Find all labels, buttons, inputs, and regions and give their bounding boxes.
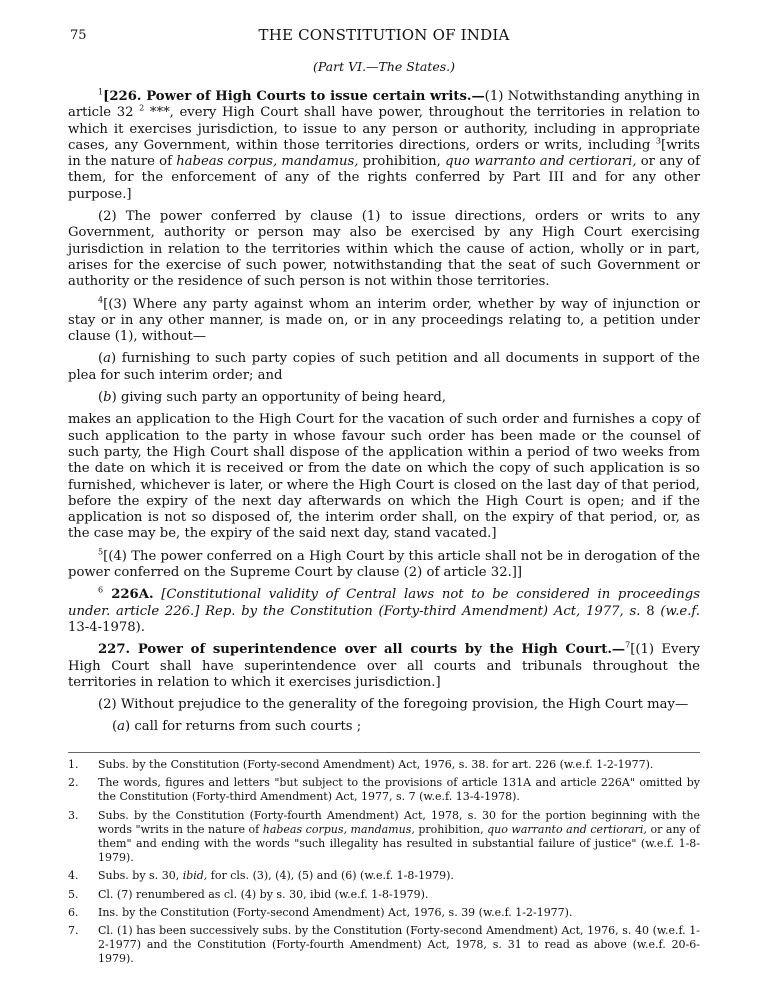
text: Subs. by s. 30, bbox=[98, 869, 183, 883]
text: 8 bbox=[646, 603, 661, 619]
text: [(4) The power conferred on a High Court by this article shall not be in derogation of the power conferred on the Supreme Court by clause (2) of article 32.]] bbox=[68, 548, 700, 581]
text: ***, every High Court shall have power, throughout the territories in relation to which it exercises jurisdiction, to issue to any person or authority, including in appropriate cases, any Government, within those territories directions, orders or writs, including bbox=[68, 105, 700, 153]
article-227-clause-2a: (a) call for returns from such courts ; bbox=[112, 719, 362, 735]
text: Subs. by the Constitution (Forty-fourth Amendment) Act, 1978, s. 30 for the portion beginning with the words "writs in the nature of bbox=[98, 808, 700, 836]
article-227-clause-1 bbox=[68, 642, 700, 691]
item-label: a bbox=[117, 719, 126, 735]
text: call for returns from such courts ; bbox=[130, 719, 362, 735]
footnote-6 bbox=[68, 906, 700, 920]
article-226-open: [ bbox=[103, 89, 110, 104]
footnote-text: Ins. by the Constitution (Forty-second Amendment) Act, 1976, s. 39 (w.e.f. 1-2-1977). bbox=[98, 905, 573, 919]
text: giving such party an opportunity of being heard, bbox=[116, 390, 447, 406]
footnote-text: Cl. (7) renumbered as cl. (4) by s. 30, ibid (w.e.f. 1-8-1979). bbox=[98, 887, 429, 901]
article-226-clause-3b: (b) giving such party an opportunity of being heard, bbox=[98, 390, 447, 406]
article-226-clause-3-tail: makes an application to the High Court for the vacation of such order and furnishes a copy of such application to the party in whose favour such order has been made or the counsel of such party, the High Court shall dispose of the application within a period of two weeks from the date on which it is received or from the date on which the copy of such application is so furnished, whichever is later, or where the High Court is closed on the last day of that period, before the expiry of the next day afterwards on which the High Court is open; and if the application is not so disposed of, the interim order shall, on the expiry of that period, or, as the case may be, the expiry of the said next day, stand vacated.] bbox=[68, 412, 700, 542]
text: (1) Notwithstanding anything in article 32 bbox=[68, 89, 701, 121]
text-italic: quo warranto and certiorari, bbox=[445, 154, 637, 170]
article-226a bbox=[68, 587, 700, 636]
footnote-4 bbox=[68, 869, 700, 883]
footnote-divider bbox=[68, 752, 700, 753]
footnote-text: Cl. (1) has been successively subs. by the Constitution (Forty-second Amendment) Act, 1976, s. 40 (w.e.f. 1-2-1977) and the Constitution (Forty-fourth Amendment) Act, 1978, s. 31 to read as above (w.e.f. 20-6-1979). bbox=[98, 924, 700, 966]
footnote-text: Subs. by the Constitution (Forty-second Amendment) Act, 1976, s. 38. for art. 226 (w.e.f. 1-2-1977). bbox=[98, 758, 654, 771]
footnote-number: 4. bbox=[68, 869, 79, 883]
text-italic: habeas corpus, mandamus, bbox=[262, 822, 415, 836]
footnote-text bbox=[98, 809, 700, 866]
text: or any of them, for the enforcement of any of the rights conferred by Part III and for any other purpose.] bbox=[68, 154, 700, 202]
footnote-number: 1. bbox=[68, 758, 79, 771]
footnote-ref-2[interactable]: 2 bbox=[139, 103, 145, 113]
article-226-clause-4 bbox=[68, 549, 700, 582]
footnote-ref-4[interactable]: 4 bbox=[98, 295, 104, 305]
text-italic: habeas corpus, mandamus, bbox=[176, 154, 359, 170]
footnote-number: 5. bbox=[68, 887, 79, 901]
text: 13-4-1978). bbox=[68, 619, 145, 635]
footnote-5 bbox=[68, 888, 700, 902]
article-226-clause-3 bbox=[68, 297, 700, 346]
text: for cls. (3), (4), (5) and (6) (w.e.f. 1-8-1979). bbox=[207, 869, 454, 883]
text-italic: ibid, bbox=[182, 869, 208, 883]
text-italic: quo warranto and certiorari, bbox=[487, 822, 647, 836]
article-226-clause-3a: (a) furnishing to such party copies of such petition and all documents in support of the plea for such interim order; and bbox=[68, 351, 700, 383]
text-italic: s. bbox=[623, 603, 647, 619]
text-italic: (w.e.f. bbox=[660, 603, 700, 619]
body-text bbox=[68, 89, 700, 742]
footnote-ref-6[interactable]: 6 bbox=[98, 585, 104, 595]
page-number: 75 bbox=[70, 28, 87, 43]
footnote-text bbox=[98, 869, 700, 883]
page-title: THE CONSTITUTION OF INDIA bbox=[258, 26, 510, 44]
text-italic: [Constitutional validity of Central laws not to be considered in proceedings under. article 226.] Rep. by the Constitution (Forty-third Amendment) Act, 1977, bbox=[68, 587, 700, 619]
footnote-2 bbox=[68, 776, 700, 804]
footnote-3 bbox=[68, 809, 700, 866]
article-226-clause-2: (2) The power conferred by clause (1) to issue directions, orders or writs to any Government, authority or person may also be exercised by any High Court exercising jurisdiction in relation to the territories within which the cause of action, wholly or in part, arises for the exercise of such power, notwithstanding that the seat of such Government or authority or the residence of such person is not within those territories. bbox=[68, 209, 700, 290]
footnote-number: 2. bbox=[68, 776, 79, 790]
item-label: b bbox=[103, 390, 112, 406]
article-227-heading: 227. Power of superintendence over all courts by the High Court.— bbox=[98, 642, 626, 658]
text: or any of them" and ending with the words "such illegality has resulted in substantial failure of justice" (w.e.f. 1-8-1979). bbox=[98, 822, 700, 865]
article-226-heading: 226. Power of High Courts to issue certain writs.— bbox=[109, 89, 485, 104]
footnote-number: 6. bbox=[68, 905, 79, 919]
item-label: a bbox=[103, 351, 112, 367]
article-226a-heading: 226A. bbox=[103, 587, 154, 603]
footnote-ref-7[interactable]: 7 bbox=[625, 640, 631, 650]
footnote-ref-5[interactable]: 5 bbox=[98, 547, 104, 557]
text: [writs in the nature of bbox=[68, 137, 700, 170]
text: prohibition, bbox=[358, 154, 446, 170]
text: furnishing to such party copies of such petition and all documents in support of the plea for such interim order; and bbox=[68, 351, 700, 383]
footnote-number: 3. bbox=[68, 808, 79, 822]
page-header bbox=[0, 28, 768, 50]
footnote-ref-3[interactable]: 3 bbox=[655, 136, 661, 146]
text: [(3) Where any party against whom an interim order, whether by way of injunction or stay or in any other manner, is made on, or in any proceedings relating to, a petition under clause (1), without— bbox=[68, 296, 700, 345]
text: [(1) Every High Court shall have superintendence over all courts and tribunals throughout the territories in relation to which it exercises jurisdiction.] bbox=[68, 642, 701, 690]
article-227-clause-2: (2) Without prejudice to the generality of the foregoing provision, the High Court may— bbox=[98, 697, 689, 713]
footnote-ref-1[interactable]: 1 bbox=[98, 87, 104, 97]
text: prohibition, bbox=[414, 822, 488, 836]
footnote-text: The words, figures and letters "but subject to the provisions of article 131A and article 226A" omitted by the Constitution (Forty-third Amendment) Act, 1977, s. 7 (w.e.f. 13-4-1978). bbox=[98, 776, 700, 804]
footnote-7 bbox=[68, 924, 700, 967]
article-226-clause-1 bbox=[68, 89, 700, 203]
footnote-number: 7. bbox=[68, 924, 79, 938]
footnotes bbox=[68, 758, 700, 971]
part-subtitle: (Part VI.—The States.) bbox=[312, 59, 456, 74]
footnote-1 bbox=[68, 758, 700, 772]
